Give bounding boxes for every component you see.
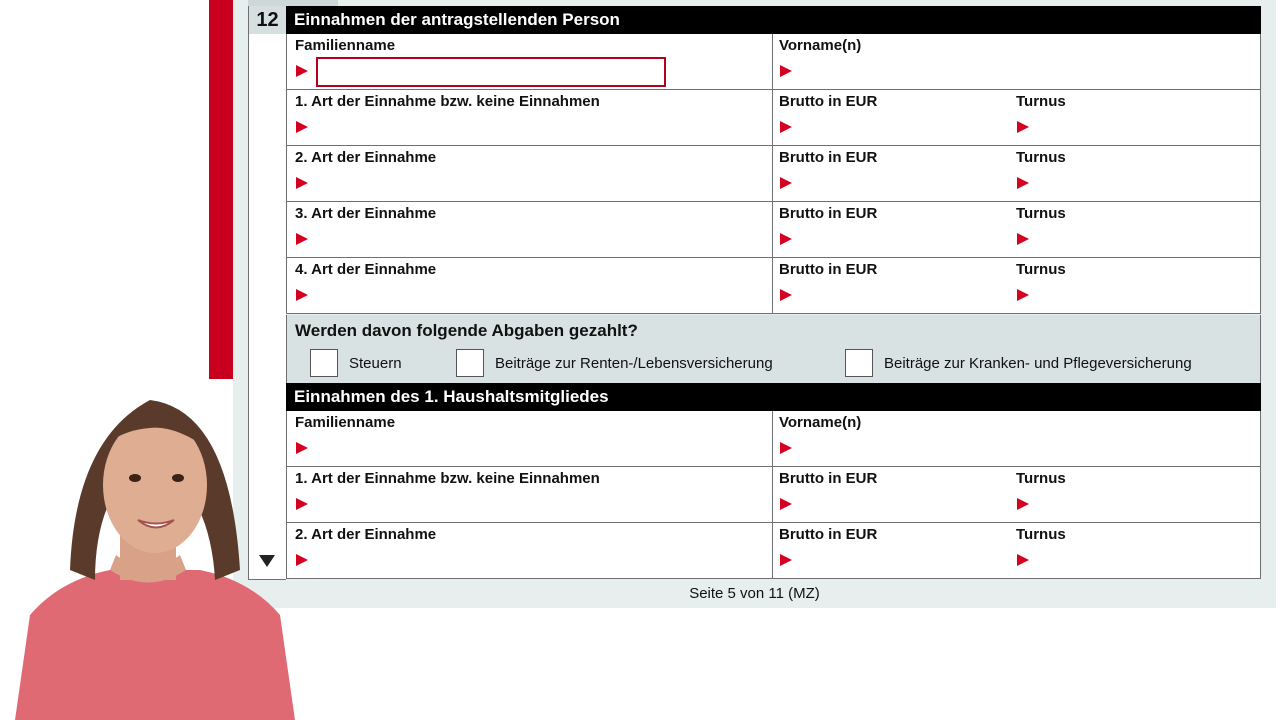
- income-row: [286, 467, 1261, 523]
- income-row: [286, 202, 1261, 258]
- rentenversicherung-label: Beiträge zur Renten-/Lebensversicherung: [495, 355, 773, 372]
- rentenversicherung-checkbox[interactable]: [456, 349, 484, 377]
- turnus-label: Turnus: [1016, 205, 1066, 222]
- income-row: [286, 258, 1261, 314]
- arrow-right-icon: [296, 65, 308, 77]
- column-divider: [772, 146, 773, 201]
- arrow-right-icon[interactable]: [1017, 554, 1029, 566]
- brutto-label: Brutto in EUR: [779, 205, 878, 222]
- column-divider: [772, 467, 773, 522]
- brutto-label: Brutto in EUR: [779, 261, 878, 278]
- column-divider: [772, 523, 773, 578]
- turnus-label: Turnus: [1016, 149, 1066, 166]
- arrow-right-icon[interactable]: [780, 554, 792, 566]
- turnus-label: Turnus: [1016, 526, 1066, 543]
- arrow-right-icon[interactable]: [296, 289, 308, 301]
- arrow-right-icon[interactable]: [780, 233, 792, 245]
- vorname-label: Vorname(n): [779, 37, 862, 54]
- brutto-label: Brutto in EUR: [779, 149, 878, 166]
- krankenversicherung-label: Beiträge zur Kranken- und Pflegeversicherung: [884, 355, 1192, 372]
- arrow-right-icon[interactable]: [1017, 289, 1029, 301]
- name-row-applicant: [286, 34, 1261, 90]
- arrow-right-icon[interactable]: [780, 289, 792, 301]
- section-header-applicant: Einnahmen der antragstellenden Person: [286, 6, 1261, 34]
- arrow-right-icon[interactable]: [1017, 121, 1029, 133]
- income-row: [286, 90, 1261, 146]
- arrow-right-icon[interactable]: [780, 121, 792, 133]
- arrow-right-icon[interactable]: [1017, 177, 1029, 189]
- page-indicator: Seite 5 von 11 (MZ): [689, 585, 820, 602]
- turnus-label: Turnus: [1016, 261, 1066, 278]
- brutto-label: Brutto in EUR: [779, 93, 878, 110]
- turnus-label: Turnus: [1016, 470, 1066, 487]
- brutto-label: Brutto in EUR: [779, 470, 878, 487]
- art-label: 1. Art der Einnahme bzw. keine Einnahmen: [295, 470, 600, 487]
- familienname-label: Familienname: [295, 414, 396, 431]
- arrow-right-icon[interactable]: [296, 177, 308, 189]
- arrow-right-icon[interactable]: [780, 498, 792, 510]
- art-label: 2. Art der Einnahme: [295, 526, 437, 543]
- column-divider: [772, 411, 773, 466]
- income-form: [286, 6, 1261, 580]
- column-divider: [772, 34, 773, 89]
- turnus-label: Turnus: [1016, 93, 1066, 110]
- presenter-video: [0, 380, 310, 720]
- arrow-right-icon[interactable]: [780, 177, 792, 189]
- income-row: [286, 146, 1261, 202]
- arrow-right-icon[interactable]: [1017, 233, 1029, 245]
- section-header-household-member: Einnahmen des 1. Haushaltsmitgliedes: [286, 383, 1261, 411]
- vorname-label: Vorname(n): [779, 414, 862, 431]
- familienname-input[interactable]: [316, 57, 666, 87]
- krankenversicherung-checkbox[interactable]: [845, 349, 873, 377]
- arrow-right-icon[interactable]: [780, 442, 792, 454]
- arrow-right-icon[interactable]: [780, 65, 792, 77]
- section-number: 12: [249, 6, 286, 34]
- name-row-household-member: [286, 411, 1261, 467]
- art-label: 4. Art der Einnahme: [295, 261, 437, 278]
- column-divider: [772, 202, 773, 257]
- steuern-checkbox[interactable]: [310, 349, 338, 377]
- art-label: 3. Art der Einnahme: [295, 205, 437, 222]
- familienname-label: Familienname: [295, 37, 396, 54]
- steuern-label: Steuern: [349, 355, 402, 372]
- abgaben-panel: [286, 315, 1261, 383]
- art-label: 2. Art der Einnahme: [295, 149, 437, 166]
- red-side-bar: [209, 0, 233, 379]
- brutto-label: Brutto in EUR: [779, 526, 878, 543]
- income-row: [286, 523, 1261, 579]
- arrow-right-icon[interactable]: [296, 233, 308, 245]
- abgaben-question: Werden davon folgende Abgaben gezahlt?: [295, 321, 638, 340]
- column-divider: [772, 258, 773, 313]
- arrow-right-icon[interactable]: [1017, 498, 1029, 510]
- column-divider: [772, 90, 773, 145]
- art-label: 1. Art der Einnahme bzw. keine Einnahmen: [295, 93, 600, 110]
- arrow-right-icon[interactable]: [296, 121, 308, 133]
